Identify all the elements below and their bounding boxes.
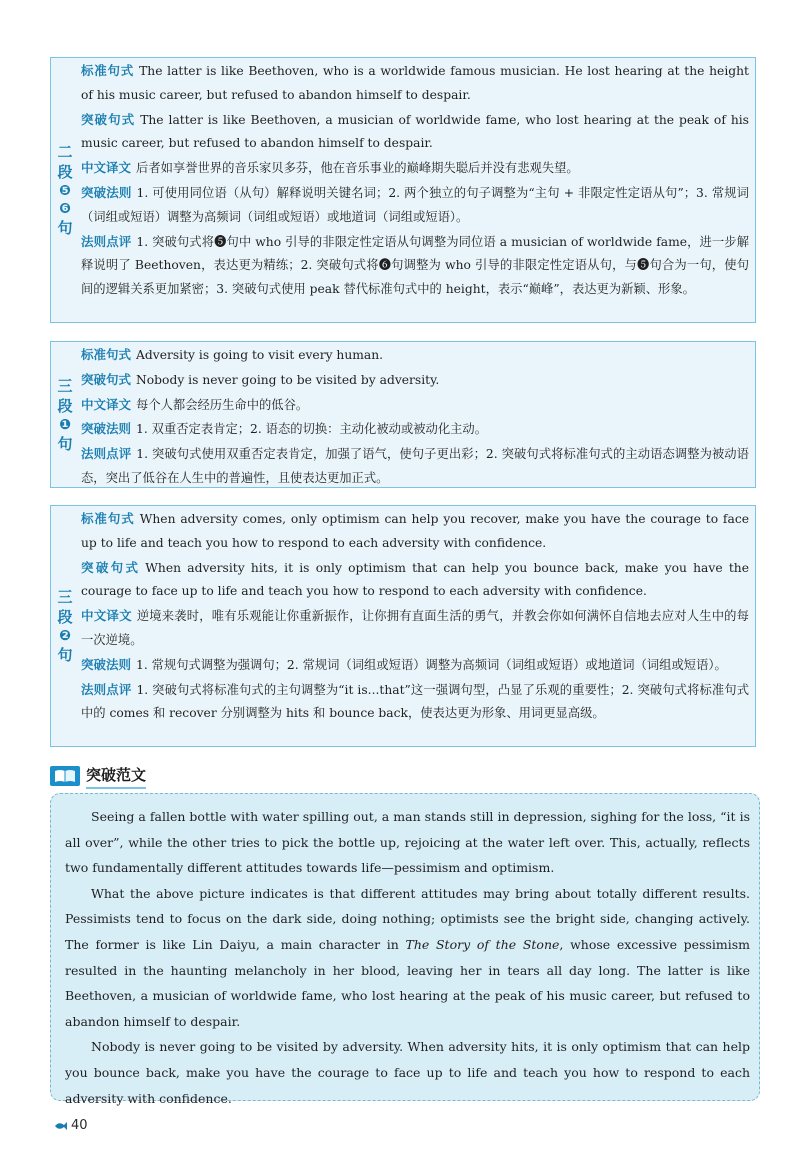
improved-sentence-row: 突破句式 The latter is like Beethoven, a musician of worldwide fame, who lost hearing at the peak of his music career, but refused to abandon himself to despair. (81, 111, 749, 151)
method-row: 突破法则 1. 可使用同位语（从句）解释说明关键名词；2. 两个独立的句子调整为“主句 + 非限定性定语从句”；3. 常规词（词组或短语）调整为高频词（词组或短语）或地道词（词组或短语）。 (81, 184, 749, 224)
section-box-para3-sent1 (50, 341, 756, 488)
standard-sentence-row: 标准句式 The latter is like Beethoven, who is a worldwide famous musician. He lost hearing at the height of his music career, but refused to abandon himself to despair. (81, 63, 749, 102)
standard-sentence-row: 标准句式 When adversity comes, only optimism can help you recover, make you have the courage to face up to life and teach you how to respond to each adversity with confidence. (81, 511, 749, 550)
page-number: 40 (71, 1118, 88, 1133)
section-box-para2-sent56 (50, 57, 756, 323)
book-title: The Story of the Stone (405, 936, 560, 952)
essay-paragraph-3: Nobody is never going to be visited by adversity. When adversity hits, it is only optimism that can help you bounce back, make you have the courage to face up to life and teach you how to respond to each adversity with confidence. (65, 1039, 750, 1106)
method-row: 突破法则 1. 常规句式调整为强调句；2. 常规词（词组或短语）调整为高频词（词组或短语）或地道词（词组或短语）。 (81, 656, 727, 672)
essay-paragraph-1: Seeing a fallen bottle with water spilling out, a man stands still in depression, sighing for the loss, “it is all over”, while the other tries to pick the bottle up, rejoicing at the water left over. This, actually, reflects two fundamentally different attitudes towards life—pessimism and optimism. (65, 809, 750, 876)
section-side-label: 三 段 ❶ 句 (57, 376, 73, 453)
book-icon (50, 766, 80, 786)
section-side-label: 三 段 ❷ 句 (57, 588, 73, 664)
essay-heading (50, 764, 146, 788)
chinese-translation-row: 中文译文 逆境来袭时，唯有乐观能让你重新振作，让你拥有直面生活的勇气，并教会你如何满怀自信地去应对人生中的每一次逆境。 (81, 608, 749, 647)
page-footer (54, 1118, 88, 1133)
comment-row: 法则点评 1. 突破句式使用双重否定表肯定，加强了语气，使句子更出彩；2. 突破句式将标准句式的主动语态调整为被动语态，突出了低谷在人生中的普遍性，且使表达更加正式。 (81, 446, 749, 485)
method-row: 突破法则 1. 双重否定表肯定；2. 语态的切换：主动化被动或被动化主动。 (81, 421, 488, 437)
essay-paragraph-2: What the above picture indicates is that different attitudes may bring about totally different results. Pessimists tend to focus on the dark side, doing nothing; optimists see the bright side, changing actively. The former is like Lin Daiyu, a main character in The Story of the Stone, whose excessive pessimism resulted in the haunting melancholy in her blood, leaving her in tears all day long. The latter is like Beethoven, a musician of worldwide fame, who lost hearing at the peak of his music career, but refused to abandon himself to despair. (65, 885, 751, 1029)
fish-icon (54, 1121, 68, 1131)
model-essay-box (50, 793, 760, 1106)
section-box-para3-sent2 (50, 505, 756, 747)
section-side-label: 二 段 ❺ ❻ 句 (57, 143, 73, 237)
improved-sentence-row: 突破句式 When adversity hits, it is only optimism that can help you bounce back, make you have the courage to face up to life and teach you how to respond to each adversity with confidence. (81, 559, 749, 599)
essay-heading-title: 突破范文 (86, 764, 146, 789)
chinese-translation-row: 中文译文 每个人都会经历生命中的低谷。 (81, 396, 309, 412)
standard-sentence-row: 标准句式 Adversity is going to visit every human. (81, 347, 384, 362)
improved-sentence-row: 突破句式 Nobody is never going to be visited by adversity. (81, 371, 440, 387)
comment-row: 法则点评 1. 突破句式将标准句式的主句调整为“it is...that”这一强调句型，凸显了乐观的重要性；2. 突破句式将标准句式中的 comes 和 recover 分别调整为 hits 和 bounce back，使表达更为形象、用词更显高级。 (81, 681, 749, 721)
chinese-translation-row: 中文译文 后者如享誉世界的音乐家贝多芬，他在音乐事业的巅峰期失聪后并没有悲观失望。 (81, 160, 579, 176)
comment-row: 法则点评 1. 突破句式将❺句中 who 引导的非限定性定语从句调整为同位语 a musician of worldwide fame，进一步解释说明了 Beethoven，表达更为精练；2. 突破句式将❻句调整为 who 引导的非限定性定语从句，与❺句合为一句，使句间的逻辑关系更加紧密；3. 突破句式使用 peak 替代标准句式中的 height，表示“巅峰”，表达更为新颖、形象。 (81, 233, 749, 297)
